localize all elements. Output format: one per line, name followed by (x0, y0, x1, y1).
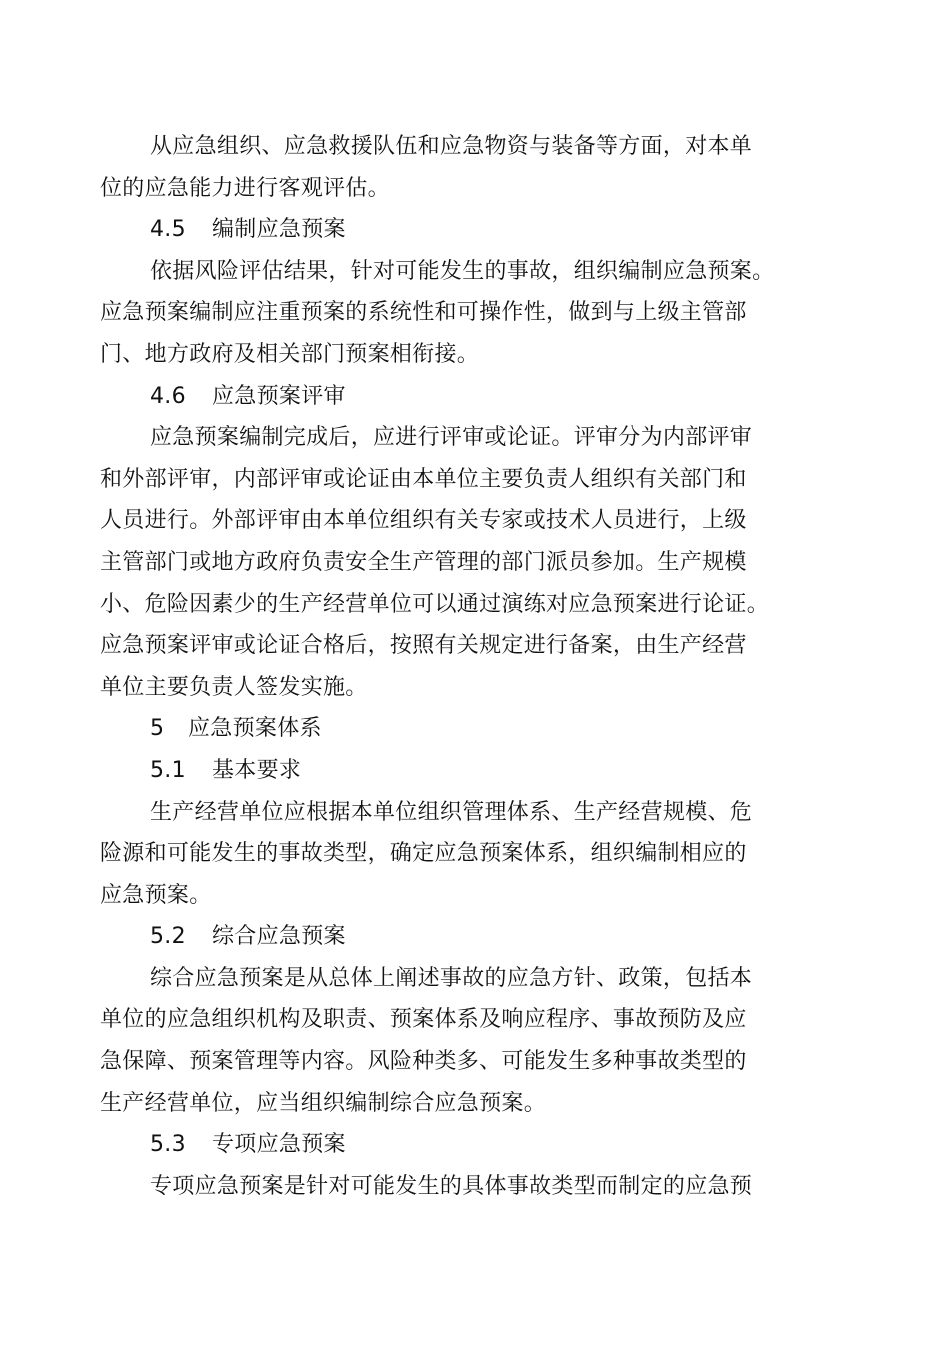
text-line: 依据风险评估结果，针对可能发生的事故，组织编制应急预案。 (150, 258, 775, 284)
text-line: 单位的应急组织机构及职责、预案体系及响应程序、事故预防及应 (100, 1007, 747, 1033)
text-line: 生产经营单位，应当组织编制综合应急预案。 (100, 1090, 547, 1116)
document-page (100, 126, 780, 1207)
section-title: 应急预案评审 (212, 383, 346, 409)
section-number: 5.2 (150, 924, 186, 950)
text-line: 门、地方政府及相关部门预案相衔接。 (100, 341, 480, 367)
section-title: 专项应急预案 (212, 1132, 346, 1158)
text-line: 生产经营单位应根据本单位组织管理体系、生产经营规模、危 (150, 799, 753, 825)
paragraph (100, 792, 780, 917)
paragraph (100, 251, 780, 376)
text-line: 急保障、预案管理等内容。风险种类多、可能发生多种事故类型的 (100, 1049, 747, 1075)
section-number: 5.3 (150, 1132, 186, 1158)
text-line: 和外部评审，内部评审或论证由本单位主要负责人组织有关部门和 (100, 466, 747, 492)
section-number: 5 (150, 716, 165, 742)
section-heading (100, 209, 780, 251)
section-number: 5.1 (150, 757, 186, 783)
text-line: 主管部门或地方政府负责安全生产管理的部门派员参加。生产规模 (100, 549, 747, 575)
section-number: 4.5 (150, 217, 186, 243)
paragraph (100, 1166, 780, 1208)
section-number: 4.6 (150, 383, 186, 409)
section-title: 编制应急预案 (212, 217, 346, 243)
section-heading (100, 376, 780, 418)
section-heading (100, 916, 780, 958)
chapter-heading (100, 708, 780, 750)
section-title: 基本要求 (212, 757, 302, 783)
paragraph (100, 958, 780, 1124)
text-line: 专项应急预案是针对可能发生的具体事故类型而制定的应急预 (150, 1173, 753, 1199)
paragraph (100, 126, 780, 209)
section-title: 综合应急预案 (212, 924, 346, 950)
text-line: 从应急组织、应急救援队伍和应急物资与装备等方面，对本单 (150, 134, 753, 159)
section-heading (100, 1124, 780, 1166)
text-line: 应急预案。 (100, 882, 212, 908)
text-line: 综合应急预案是从总体上阐述事故的应急方针、政策，包括本 (150, 965, 753, 991)
text-line: 位的应急能力进行客观评估。 (100, 175, 390, 201)
text-line: 单位主要负责人签发实施。 (100, 674, 368, 700)
text-line: 小、危险因素少的生产经营单位可以通过演练对应急预案进行论证。 (100, 591, 770, 617)
paragraph (100, 417, 780, 708)
text-line: 应急预案编制完成后，应进行评审或论证。评审分为内部评审 (150, 425, 753, 451)
section-heading (100, 750, 780, 792)
text-line: 险源和可能发生的事故类型，确定应急预案体系，组织编制相应的 (100, 841, 747, 867)
text-line: 应急预案评审或论证合格后，按照有关规定进行备案，由生产经营 (100, 633, 747, 659)
section-title: 应急预案体系 (188, 716, 322, 742)
text-line: 应急预案编制应注重预案的系统性和可操作性，做到与上级主管部 (100, 300, 747, 326)
text-line: 人员进行。外部评审由本单位组织有关专家或技术人员进行，上级 (100, 508, 747, 534)
